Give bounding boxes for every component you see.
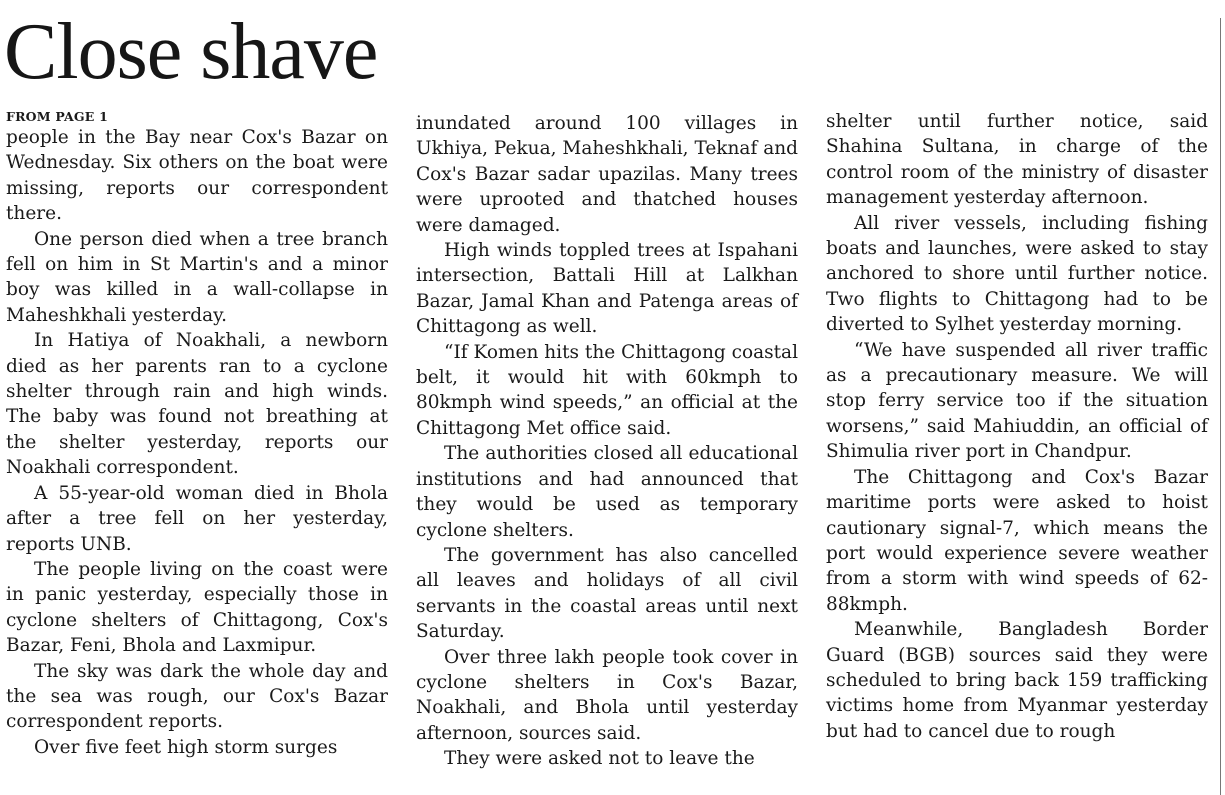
paragraph: High winds toppled trees at Ispahani intersection, Battali Hill at Lalkhan Bazar, Jamal Khan and Patenga areas of Chittagong as well. [416, 240, 798, 338]
paragraph: The people living on the coast were in panic yesterday, especially those in cyclone shelters of Chittagong, Cox's Bazar, Feni, Bhola and Laxmipur. [6, 558, 388, 657]
paragraph: In Hatiya of Noakhali, a newborn died as her parents ran to a cyclone shelter through rain and high winds. The baby was found not breathing at the shelter yesterday, reports our Noakhali correspondent. [6, 330, 388, 479]
headline: Close shave [4, 8, 378, 96]
article-column-1 [6, 109, 388, 760]
paragraph: “If Komen hits the Chittagong coastal belt, it would hit with 60kmph to 80kmph wind speeds,” an official at the Chittagong Met office said. [416, 341, 798, 439]
continuation-kicker: FROM PAGE 1 [6, 109, 108, 124]
paragraph: The sky was dark the whole day and the sea was rough, our Cox's Bazar correspondent reports. [6, 660, 388, 733]
paragraph: They were asked not to leave the [444, 748, 755, 770]
paragraph: Over five feet high storm surges [34, 736, 338, 758]
paragraph: The Chittagong and Cox's Bazar maritime ports were asked to hoist cautionary signal-7, which means the port would experience severe weather from a storm with wind speeds of 62-88kmph. [826, 466, 1208, 615]
paragraph: One person died when a tree branch fell on him in St Martin's and a minor boy was killed in a wall-collapse in Maheshkhali yesterday. [6, 228, 388, 326]
column-rule [1220, 18, 1221, 795]
article-column-3 [826, 109, 1208, 744]
paragraph: Meanwhile, Bangladesh Border Guard (BGB) sources said they were scheduled to bring back 159 trafficking victims home from Myanmar yesterday but had to cancel due to rough [826, 619, 1208, 742]
paragraph: “We have suspended all river traffic as a precautionary measure. We will stop ferry service too if the situation worsens,” said Mahiuddin, an official of Shimulia river port in Chandpur. [826, 339, 1208, 463]
paragraph: shelter until further notice, said Shahina Sultana, in charge of the control room of the ministry of disaster management yesterday afternoon. [826, 111, 1208, 209]
article-column-2 [416, 111, 798, 772]
paragraph: inundated around 100 villages in Ukhiya, Pekua, Maheshkhali, Teknaf and Cox's Bazar sadar upazilas. Many trees were uprooted and thatched houses were damaged. [416, 113, 798, 236]
paragraph: A 55-year-old woman died in Bhola after a tree fell on her yesterday, reports UNB. [6, 482, 388, 555]
paragraph: people in the Bay near Cox's Bazar on Wednesday. Six others on the boat were missing, reports our correspondent there. [6, 127, 388, 225]
paragraph: The government has also cancelled all leaves and holidays of all civil servants in the coastal areas until next Saturday. [416, 544, 798, 643]
paragraph: The authorities closed all educational institutions and had announced that they would be used as temporary cyclone shelters. [416, 443, 798, 541]
paragraph: Over three lakh people took cover in cyclone shelters in Cox's Bazar, Noakhali, and Bhola until yesterday afternoon, sources said. [416, 646, 798, 744]
paragraph: All river vessels, including fishing boats and launches, were asked to stay anchored to shore until further notice. Two flights to Chittagong had to be diverted to Sylhet yesterday morning. [826, 212, 1208, 336]
